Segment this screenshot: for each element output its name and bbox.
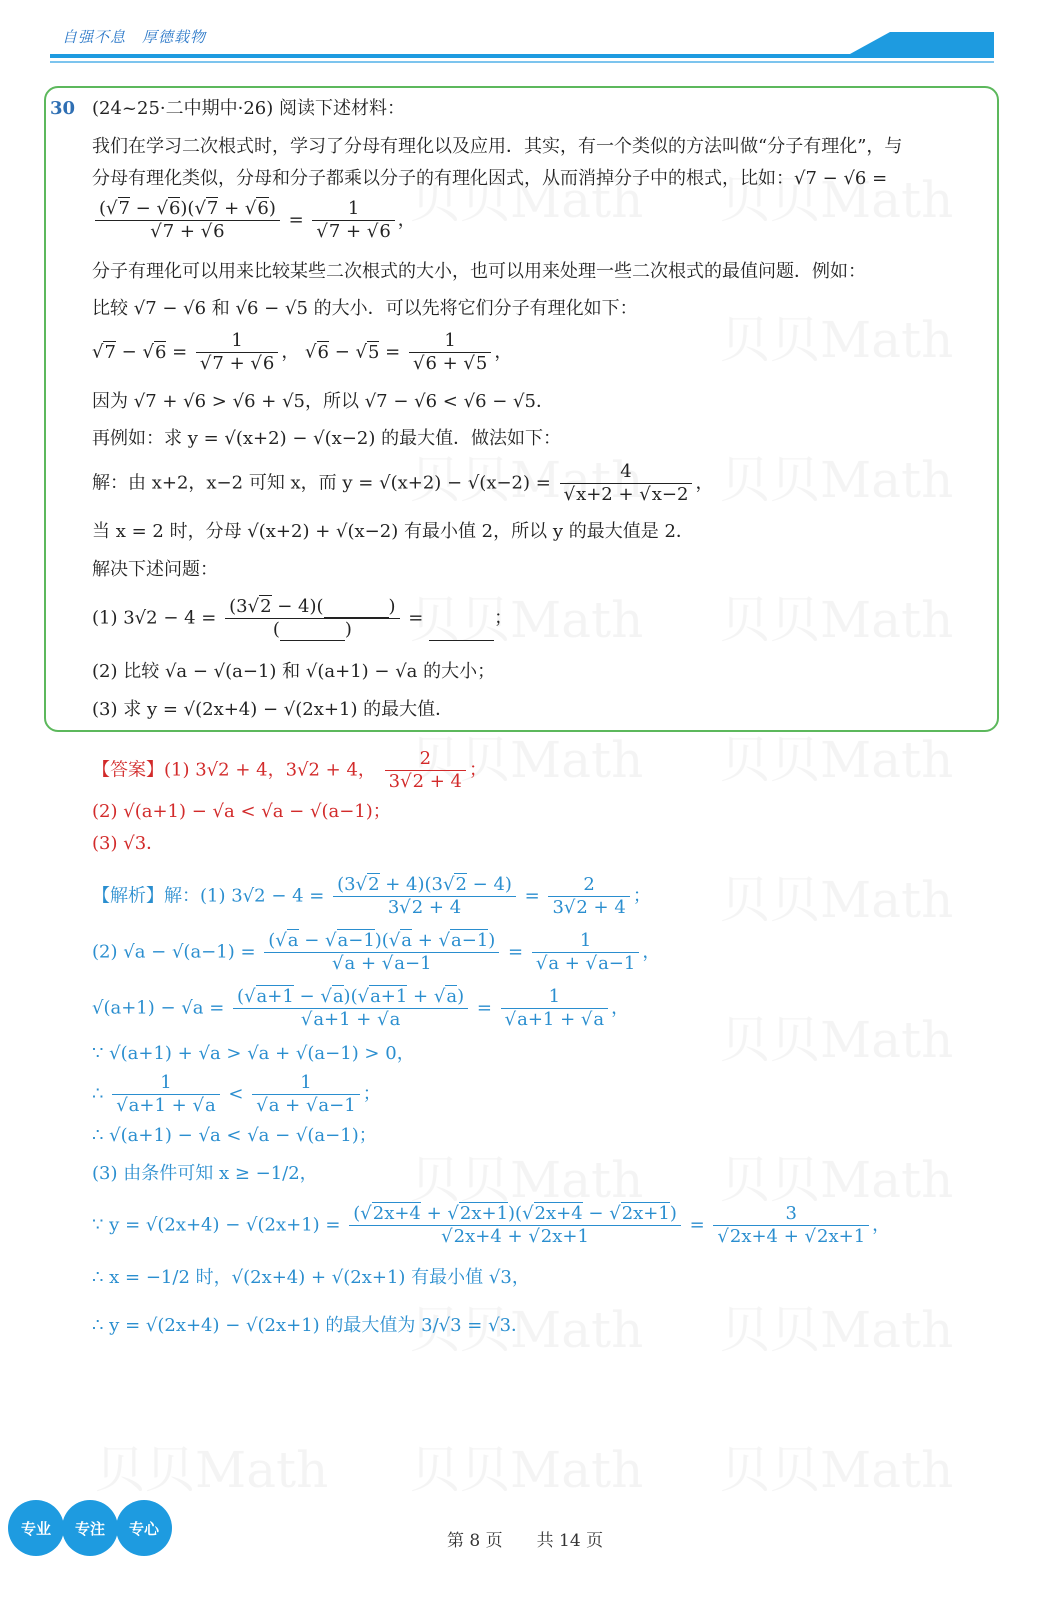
analysis-line: ∴ $\frac{1}{√a+1 + √a}$ < $\frac{1}{√a + √a-1}$ ； — [92, 1072, 381, 1116]
watermark — [720, 860, 953, 932]
question-number: 30 — [50, 98, 76, 119]
analysis-line: √(a+1) − √a = $\frac{(√a+1 - √a)(√a+1 + √a)}{√a+1 + √a}$ = $\frac{1}{√a+1 + √a}$ ， — [92, 986, 630, 1030]
footer-badge: 专注 — [62, 1500, 118, 1556]
analysis-line: ∵ y = √(2x+4) − √(2x+1) = $\frac{(√2x+4 + √2x+1)(√2x+4 - √2x+1)}{√2x+4 + √2x+1}$ = $\frac{3}{√2x+4 + √2x+1}$ ， — [92, 1203, 891, 1247]
watermark — [720, 1430, 953, 1502]
example-formula: √7 − √6 = $\frac{1}{√7 + √6}$ ， √6 − √5 = $\frac{1}{√6 + √5}$ ， — [92, 330, 513, 374]
page-number: 第 8 页 共 14 页 — [447, 1531, 604, 1551]
answer-1: 【答案】(1) 3√2 + 4，3√2 + 4， $\frac{2}{3√2 + 4}$ ； — [92, 748, 488, 792]
watermark — [410, 1430, 643, 1502]
analysis-line: ∵ √(a+1) + √a > √a + √(a−1) > 0， — [92, 1043, 415, 1064]
answer-3: (3) √3． — [92, 833, 165, 854]
material-line: 再例如：求 y = √(x+2) − √(x−2) 的最大值．做法如下： — [92, 428, 562, 449]
question-part-2: (2) 比较 √a − √(a−1) 和 √(a+1) − √a 的大小； — [92, 661, 496, 682]
question-part-3: (3) 求 y = √(2x+4) − √(2x+1) 的最大值． — [92, 699, 454, 720]
watermark — [720, 1140, 953, 1212]
example-formula: $\frac{(√7 - √6)(√7 + √6)}{√7 + √6}$ = $\frac{1}{√7 + √6}$ ， — [92, 198, 416, 243]
header-bar — [50, 30, 994, 66]
question-part-1: (1) 3√2 − 4 = $\frac{(3√2 - 4)( )}{( )}$ = ； — [92, 596, 513, 640]
analysis-line: (2) √a − √(a−1) = $\frac{(√a - √a-1)(√a + √a-1)}{√a + √a-1}$ = $\frac{1}{√a + √a-1}$ ， — [92, 930, 661, 974]
watermark — [95, 1430, 328, 1502]
header-motto: 自强不息 厚德载物 — [62, 28, 207, 46]
footer-badge: 专业 — [8, 1500, 64, 1556]
question-source: (24~25·二中期中·26) 阅读下述材料： — [92, 98, 406, 119]
analysis-line: 【解析】解：(1) 3√2 − 4 = $\frac{(3√2 + 4)(3√2 - 4)}{3√2 + 4}$ = $\frac{2}{3√2 + 4}$ ； — [92, 874, 651, 918]
material-line: 分母有理化类似，分母和分子都乘以分子的有理化因式，从而消掉分子中的根式，比如：√7 − √6 = — [92, 168, 888, 189]
watermark — [720, 1000, 953, 1072]
material-line: 解：由 x+2，x−2 可知 x，而 y = √(x+2) − √(x−2) = — [92, 472, 551, 494]
analysis-line: (3) 由条件可知 x ≥ −1/2， — [92, 1163, 318, 1184]
watermark — [410, 1140, 643, 1212]
answer-2: (2) √(a+1) − √a < √a − √(a−1)； — [92, 801, 391, 822]
analysis-line: ∴ x = −1/2 时，√(2x+4) + √(2x+1) 有最小值 √3， — [92, 1267, 530, 1288]
example-formula: 解：由 x+2，x−2 可知 x，而 y = √(x+2) − √(x−2) = $\frac{4}{√x+2 + √x-2}$ ， — [92, 461, 714, 505]
material-line: 当 x = 2 时，分母 √(x+2) + √(x−2) 有最小值 2，所以 y 的最大值是 2． — [92, 521, 694, 542]
material-line: 我们在学习二次根式时，学习了分母有理化以及应用．其实，有一个类似的方法叫做“分子有理化”，与 — [92, 136, 903, 157]
material-line: 因为 √7 + √6 > √6 + √5，所以 √7 − √6 < √6 − √5． — [92, 391, 554, 412]
analysis-line: ∴ y = √(2x+4) − √(2x+1) 的最大值为 3/√3 = √3． — [92, 1315, 530, 1336]
watermark — [720, 1290, 953, 1362]
material-line: 解决下述问题： — [92, 559, 218, 580]
footer-badge: 专心 — [116, 1500, 172, 1556]
material-line: 分子有理化可以用来比较某些二次根式的大小，也可以用来处理一些二次根式的最值问题．例如： — [92, 261, 866, 282]
material-line: 比较 √7 − √6 和 √6 − √5 的大小．可以先将它们分子有理化如下： — [92, 298, 638, 319]
analysis-line: ∴ √(a+1) − √a < √a − √(a−1)； — [92, 1125, 377, 1146]
